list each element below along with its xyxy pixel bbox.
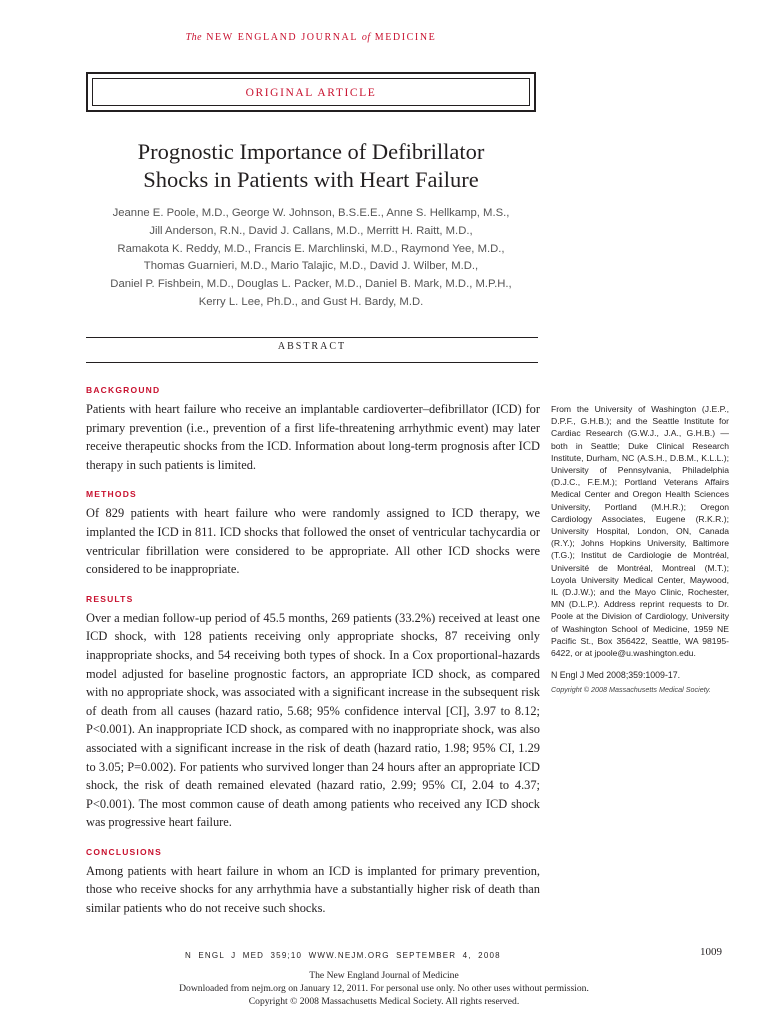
download-line: The New England Journal of Medicine (309, 970, 459, 981)
author-line: Jeanne E. Poole, M.D., George W. Johnson, B.S.E.E., Anne S. Hellkamp, M.S., (112, 207, 510, 219)
author-line: Thomas Guarnieri, M.D., Mario Talajic, M.D., David J. Wilber, M.D., (143, 260, 479, 273)
article-title (86, 138, 536, 194)
author-line: Kerry L. Lee, Ph.D., and Gust H. Bardy, M.D. (198, 295, 424, 308)
section-heading-methods: METHODS (86, 489, 137, 500)
article-type-label: ORIGINAL ARTICLE (92, 78, 530, 106)
section-text-results: Over a median follow-up period of 45.5 months, 269 patients (33.2%) received at least one ICD shock, with 128 patients receiving only appropriate shocks, 87 receiving only inappropriate shocks, and 54 receiving both types of shock. In a Cox proportional-hazards model adjusted for baseline prognostic factors, an appropriate ICD shock, as compared with no appropriate shock, was associated with a significant increase in the subsequent risk of death from all causes (hazard ratio, 5.68; 95% confidence interval [CI], 3.97 to 8.12; P<0.001). An inappropriate ICD shock, as compared with no inappropriate shock, was also associated with a significant increase in the risk of death (hazard ratio, 1.98; 95% CI, 1.29 to 3.05; P=0.002). For patients who survived longer than 24 hours after an appropriate ICD shock, the risk of death remained elevated (hazard ratio, 2.99; 95% CI, 2.04 to 4.37; P<0.001). The most common cause of death among patients who received any ICD shock was progressive heart failure. (86, 610, 540, 830)
journal-name: NEW ENGLAND JOURNAL (206, 32, 358, 43)
journal-suffix: MEDICINE (374, 32, 437, 43)
page-number: 1009 (700, 946, 722, 958)
download-line: Copyright © 2008 Massachusetts Medical Society. All rights reserved. (248, 995, 520, 1007)
author-line: Ramakota K. Reddy, M.D., Francis E. Marchlinski, M.D., Raymond Yee, M.D., (117, 242, 505, 255)
author-line: Jill Anderson, R.N., David J. Callans, M.D., Merritt H. Raitt, M.D., (149, 224, 473, 237)
article-type-box (86, 72, 536, 112)
title-line-1: Prognostic Importance of Defibrillator (137, 139, 485, 164)
section-heading-background: BACKGROUND (86, 385, 161, 395)
section-heading-conclusions: CONCLUSIONS (86, 846, 163, 857)
author-list (70, 205, 552, 312)
section-heading-results: RESULTS (86, 593, 134, 604)
download-notice (0, 970, 768, 1008)
section-text-background: Patients with heart failure who receive an implantable cardioverter–defibrillator (ICD) for primary prevention (i.e., prevention of a first life-threatening arrhythmic event) may later receive therapeutic shocks from the ICD. Information about long-term prognosis after ICD therapy in such patients is limited. (86, 402, 540, 472)
affiliations-text: From the University of Washington (J.E.P., D.P.F., G.H.B.); and the Seattle Institute for Cardiac Research (G.W.J., J.A., G.H.B.) — both in Seattle; Duke Clinical Research Institute, Durham, NC (A.S.H., D.B.M., K.L.L.); University of Pennsylvania, Philadelphia (D.J.C., F.E.M.); Portland Veterans Affairs Medical Center and Oregon Health Sciences University, Portland (M.H.R.); Oregon Cardiology Associates, Eugene (R.K.R.); University Hospital, London, ON, Canada (R.Y.); Johns Hopkins University, Baltimore (T.G.); Institut de Cardiologie de Montréal, Université de Montréal, Montreal (M.T.); Loyola University Medical Center, Maywood, IL (D.J.W.); and the Mayo Clinic, Rochester, MN (D.L.P.). Address reprint requests to Dr. Poole at the Division of Cardiology, University of Washington School of Medicine, 1959 NE Pacific St., Box 356422, Seattle, WA 98195-6422, or at jpoole@u.washington.edu. (551, 404, 729, 659)
download-line: Downloaded from nejm.org on January 12, 2011. For personal use only. No other uses without permission. (179, 982, 589, 994)
section-text-conclusions: Among patients with heart failure in whom an ICD is implanted for primary prevention, those who receive shocks for any arrhythmia have a substantially higher risk of death than similar patients who do not receive such shocks. (86, 863, 540, 916)
abstract-rule-top (86, 337, 538, 338)
title-line-2: Shocks in Patients with Heart Failure (143, 167, 479, 192)
journal-prefix: The (185, 32, 203, 43)
abstract-body (86, 384, 540, 932)
issue-line: N ENGL J MED 359;10 WWW.NEJM.ORG SEPTEMBER 4, 2008 (185, 951, 501, 960)
copyright-notice: Copyright © 2008 Massachusetts Medical Society. (551, 685, 711, 695)
sidebar-affiliations (551, 403, 729, 697)
citation: N Engl J Med 2008;359:1009-17. (551, 670, 681, 681)
abstract-label: ABSTRACT (277, 341, 347, 352)
section-text-methods: Of 829 patients with heart failure who were randomly assigned to ICD therapy, we implanted the ICD in 811. ICD shocks that followed the onset of ventricular tachycardia or ventricular fibrillation were considered to be appropriate. All other ICD shocks were considered to be inappropriate. (86, 506, 540, 577)
journal-header (0, 32, 622, 43)
abstract-rule-bottom (86, 362, 538, 363)
journal-of: of (361, 32, 371, 43)
author-line: Daniel P. Fishbein, M.D., Douglas L. Packer, M.D., Daniel B. Mark, M.D., M.P.H., (110, 278, 512, 291)
